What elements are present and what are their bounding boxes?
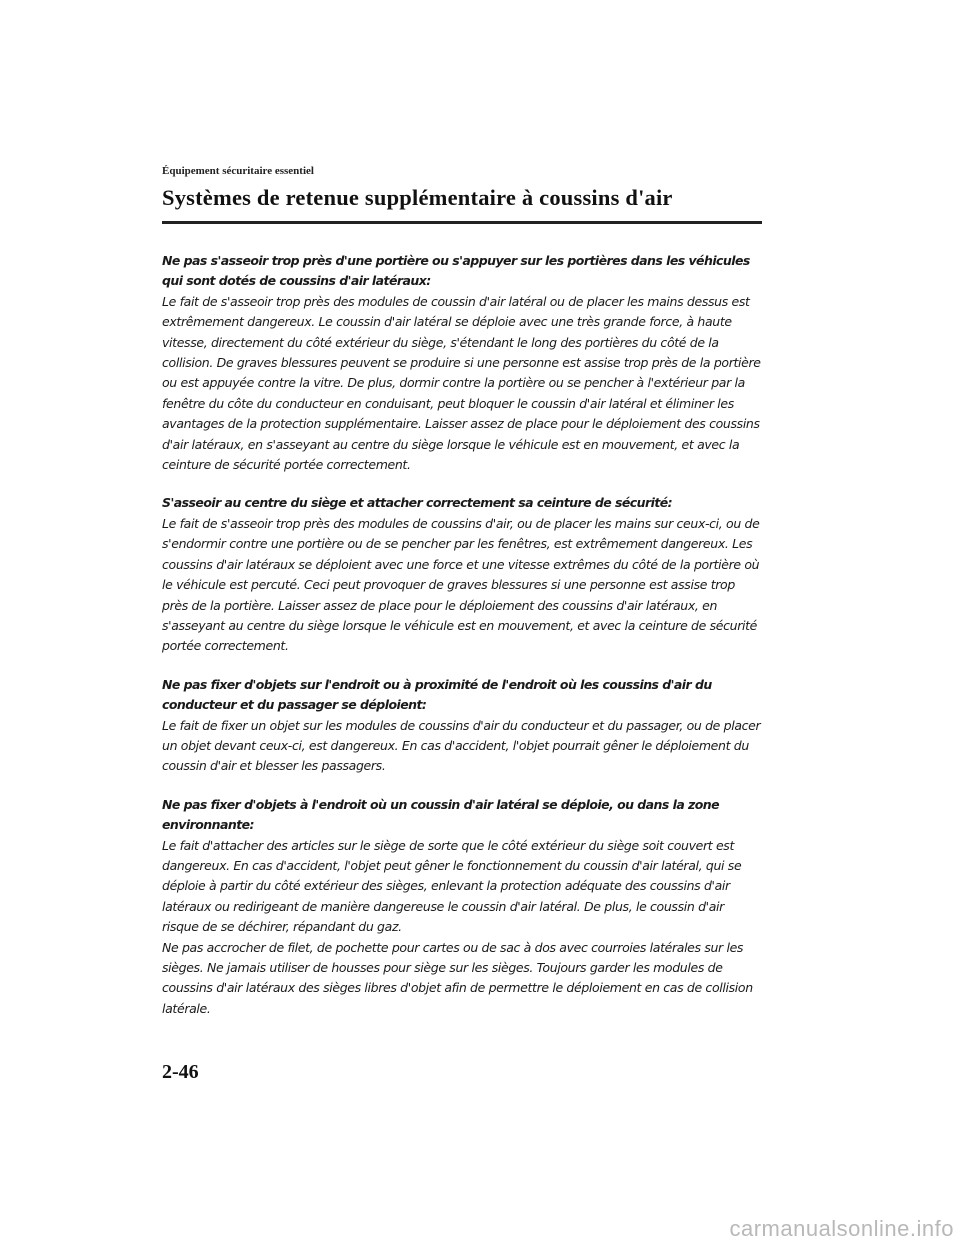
warning-block-seating-position bbox=[162, 493, 762, 656]
warning-heading: Ne pas fixer d'objets sur l'endroit ou à proximité de l'endroit où les coussins d'air du conducteur et du passager se déploient: bbox=[162, 676, 712, 713]
chapter-title: Systèmes de retenue supplémentaire à coussins d'air bbox=[162, 185, 673, 210]
warning-heading: Ne pas s'asseoir trop près d'une portière ou s'appuyer sur les portières dans les véhicules qui sont dotés de coussins d'air latéraux: bbox=[162, 253, 750, 289]
warning-block-front-airbag-objects bbox=[162, 675, 762, 777]
page-header bbox=[162, 164, 762, 224]
watermark: carmanualsonline.info bbox=[729, 1216, 954, 1241]
warning-paragraph: Le fait d'attacher des articles sur le siège de sorte que le côté extérieur du siège soit couvert est dangereux. En cas d'accident, l'objet peut gêner le fonctionnement du coussin d'air latéral, qui se déploie à partir du côté extérieur des sièges, enlevant la protection adéquate des coussins d'air latéraux ou redirigeant de manière dangereuse le coussin d'air latéral. De plus, le coussin d'air risque de se déchirer, répandant du gaz. bbox=[162, 837, 742, 935]
page-number: 2-46 bbox=[162, 1061, 199, 1083]
header-rule bbox=[162, 221, 762, 224]
warning-paragraph: Ne pas accrocher de filet, de pochette pour cartes ou de sac à dos avec courroies latérales sur les sièges. Ne jamais utiliser de housses pour siège sur les sièges. Toujours garder les modules de coussins d'air latéraux des sièges libres d'objet afin de permettre le déploiement en cas de collision latérale. bbox=[162, 939, 753, 1016]
warning-block-side-airbag-objects bbox=[162, 795, 762, 1019]
warning-content bbox=[162, 251, 762, 1037]
warning-block-door-proximity bbox=[162, 251, 762, 475]
section-label: Équipement sécuritaire essentiel bbox=[162, 165, 314, 177]
warning-paragraph: Le fait de fixer un objet sur les modules de coussins d'air du conducteur et du passager, ou de placer un objet devant ceux-ci, est dangereux. En cas d'accident, l'objet pourrait gêner le déploiement du coussin d'air et blesser les passagers. bbox=[162, 717, 761, 774]
warning-heading: S'asseoir au centre du siège et attacher correctement sa ceinture de sécurité: bbox=[162, 495, 673, 511]
warning-paragraph: Le fait de s'asseoir trop près des modules de coussins d'air, ou de placer les mains sur ceux-ci, ou de s'endormir contre une portière ou de se pencher par les fenêtres, est extrêmement dangereux. Les coussins d'air latéraux se déploient avec une force et une vitesse extrêmes du côté de la portière où le véhicule est percuté. Ceci peut provoquer de graves blessures si une personne est assise trop près de la portière. Laisser assez de place pour le déploiement des coussins d'air latéraux, en s'asseyant au centre du siège lorsque le véhicule est en mouvement, et avec la ceinture de sécurité portée correctement. bbox=[162, 515, 760, 654]
warning-heading: Ne pas fixer d'objets à l'endroit où un coussin d'air latéral se déploie, ou dans la zone environnante: bbox=[162, 796, 720, 833]
warning-paragraph: Le fait de s'asseoir trop près des modules de coussin d'air latéral ou de placer les mains dessus est extrêmement dangereux. Le coussin d'air latéral se déploie avec une très grande force, à haute vitesse, directement du côté extérieur du siège, s'étendant le long des portières du côté de la collision. De graves blessures peuvent se produire si une personne est assise trop près de la portière ou est appuyée contre la vitre. De plus, dormir contre la portière ou se pencher à l'extérieur par la fenêtre du côte du conducteur en conduisant, peut bloquer le coussin d'air latéral et éliminer les avantages de la protection supplémentaire. Laisser assez de place pour le déploiement des coussins d'air latéraux, en s'asseyant au centre du siège lorsque le véhicule est en mouvement, et avec la ceinture de sécurité portée correctement. bbox=[162, 293, 761, 473]
